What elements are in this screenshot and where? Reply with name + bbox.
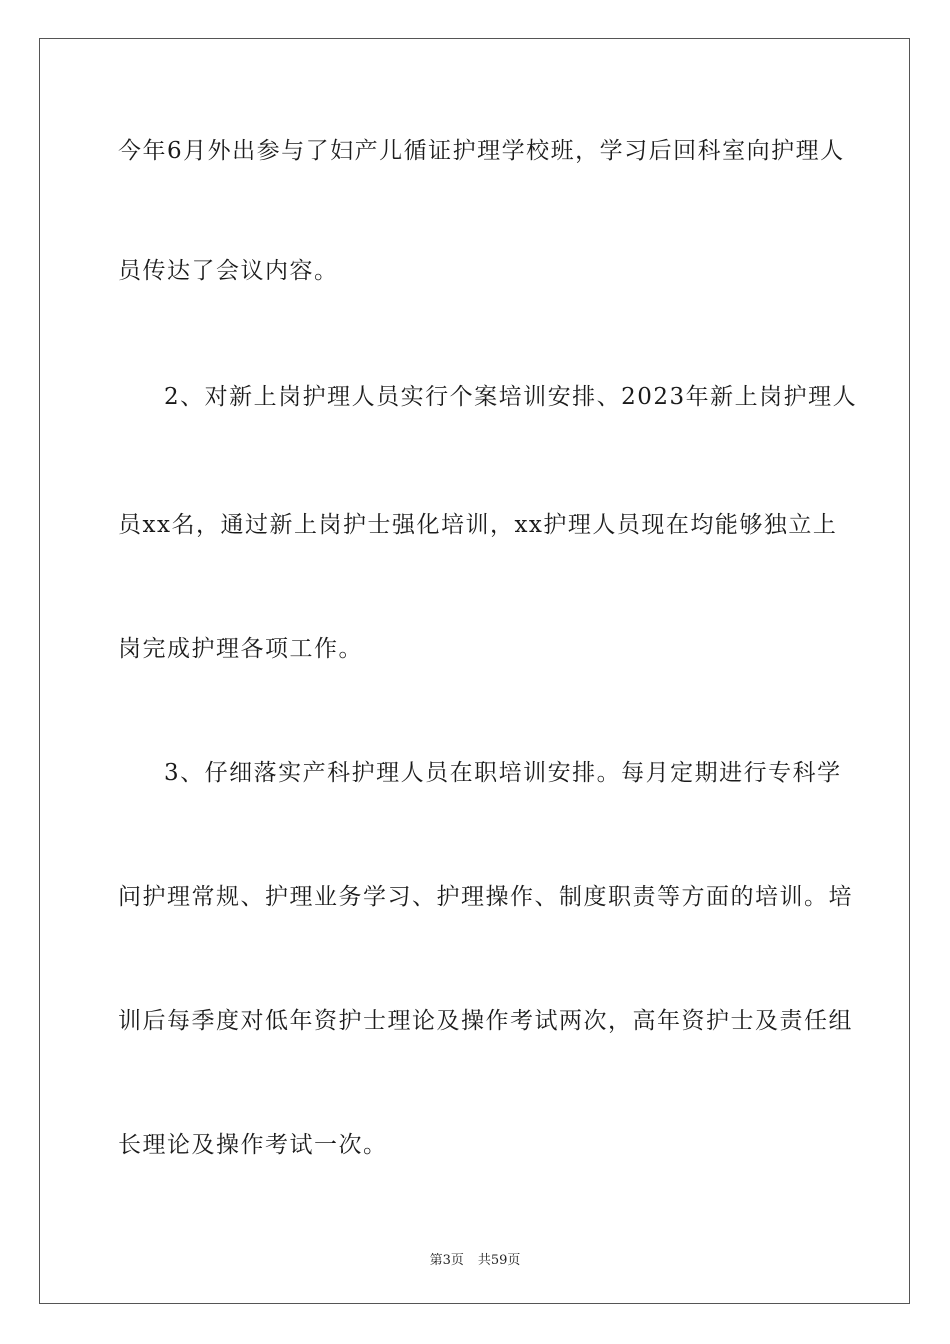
text-line-3: 2、对新上岗护理人员实行个案培训安排、2023年新上岗护理人 <box>164 384 858 410</box>
text-line-9: 长理论及操作考试一次。 <box>118 1132 388 1158</box>
text-line-2: 员传达了会议内容。 <box>118 258 339 284</box>
text-line-7: 问护理常规、护理业务学习、护理操作、制度职责等方面的培训。培 <box>118 884 853 910</box>
text-line-8: 训后每季度对低年资护士理论及操作考试两次，高年资护士及责任组 <box>118 1008 853 1034</box>
text-line-1: 今年6月外出参与了妇产儿循证护理学校班，学习后回科室向护理人 <box>118 138 845 164</box>
page-border <box>39 38 910 1304</box>
page-total: 共59页 <box>477 1253 521 1268</box>
text-line-6: 3、仔细落实产科护理人员在职培训安排。每月定期进行专科学 <box>164 760 842 786</box>
page-footer <box>0 1249 950 1268</box>
text-line-5: 岗完成护理各项工作。 <box>118 636 363 662</box>
page-number: 第3页 <box>429 1253 464 1268</box>
text-line-4: 员xx名，通过新上岗护士强化培训，xx护理人员现在均能够独立上 <box>118 512 838 538</box>
